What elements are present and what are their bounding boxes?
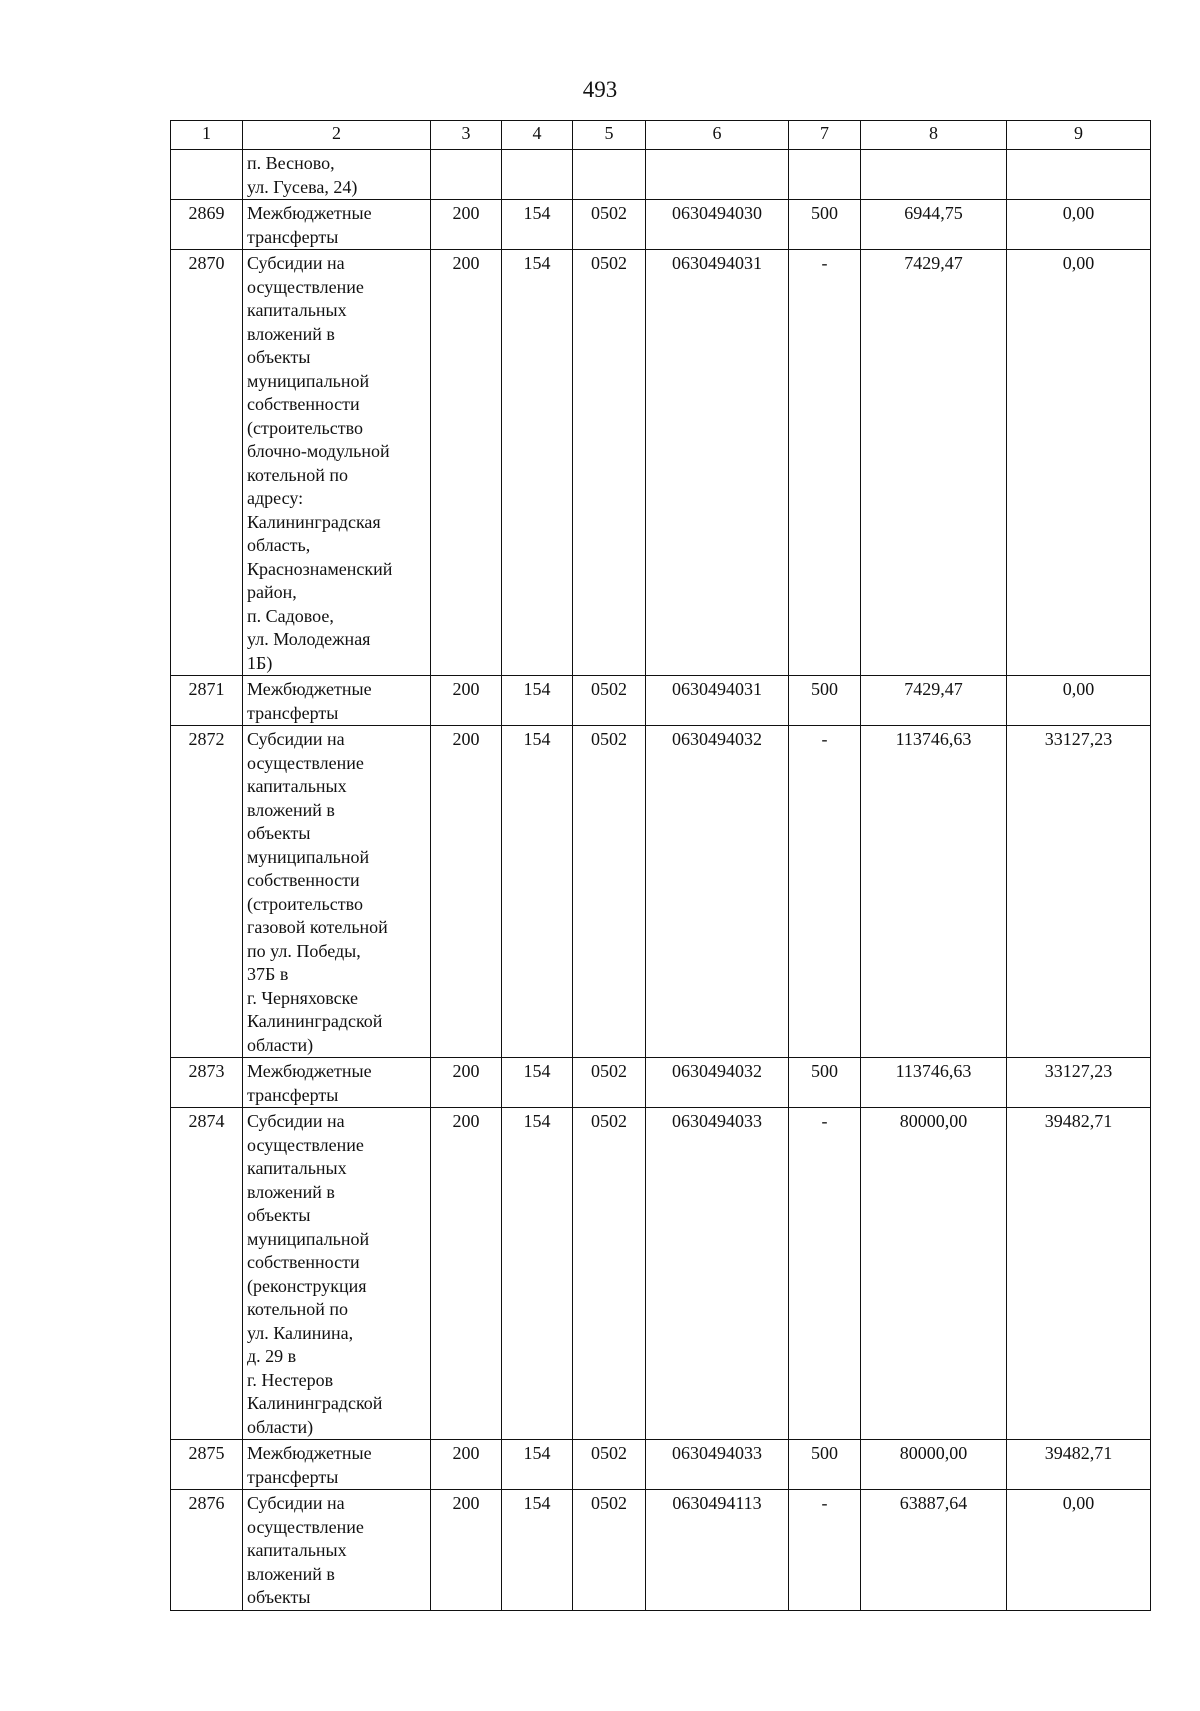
section-code-cell: 0502 xyxy=(573,726,646,1058)
item-name-line: муниципальной xyxy=(247,846,370,867)
amount-cell-8: 7429,47 xyxy=(861,250,1007,676)
item-name-line: объекты xyxy=(247,1587,311,1607)
item-name-line: объекты xyxy=(247,347,311,367)
item-name-line: п. Садовое, xyxy=(247,605,334,626)
row-number-cell xyxy=(171,150,243,200)
ministry-code-cell: 200 xyxy=(431,250,502,676)
target-article-cell: 0630494031 xyxy=(646,676,789,726)
section-code-cell: 0502 xyxy=(573,250,646,676)
amount-cell-8: 7429,47 xyxy=(861,676,1007,726)
item-name-cell xyxy=(243,1058,431,1108)
section-code-cell: 0502 xyxy=(573,1108,646,1440)
item-name-line: по ул. Победы, xyxy=(247,940,361,961)
item-name-line: вложений в xyxy=(247,1181,335,1202)
item-name-line: осуществление xyxy=(247,1516,364,1537)
expense-type-cell: - xyxy=(789,1490,861,1611)
item-name-line: адресу: xyxy=(247,488,304,508)
expense-type-cell: 500 xyxy=(789,200,861,250)
column-header-8: 8 xyxy=(861,121,1007,150)
column-header-2: 2 xyxy=(243,121,431,150)
item-name-cell xyxy=(243,250,431,676)
item-name-line: Субсидии на xyxy=(247,1111,345,1131)
ministry-code-cell: 200 xyxy=(431,200,502,250)
target-article-cell: 0630494032 xyxy=(646,1058,789,1108)
row-number-cell: 2871 xyxy=(171,676,243,726)
item-name-line: объекты xyxy=(247,823,311,843)
item-name-line: трансферты xyxy=(247,1084,339,1105)
item-name-line: (строительство xyxy=(247,417,363,438)
expense-type-cell: - xyxy=(789,726,861,1058)
amount-cell-9: 0,00 xyxy=(1007,250,1151,676)
item-name-line: д. 29 в xyxy=(247,1346,297,1366)
row-number-cell: 2873 xyxy=(171,1058,243,1108)
ministry-code-cell: 200 xyxy=(431,1108,502,1440)
table-row xyxy=(171,150,1151,200)
item-name-line: Межбюджетные xyxy=(247,203,372,223)
row-number-cell: 2869 xyxy=(171,200,243,250)
item-name-line: (реконструкция xyxy=(247,1275,367,1296)
amount-cell-8: 6944,75 xyxy=(861,200,1007,250)
row-number-cell: 2875 xyxy=(171,1440,243,1490)
item-name-cell xyxy=(243,1440,431,1490)
table-row xyxy=(171,200,1151,250)
ministry-code-cell: 200 xyxy=(431,676,502,726)
item-name-line: трансферты xyxy=(247,702,339,723)
table-row xyxy=(171,676,1151,726)
ministry-code-cell: 200 xyxy=(431,1058,502,1108)
item-name-line: вложений в xyxy=(247,799,335,820)
item-name-line: объекты xyxy=(247,1205,311,1225)
amount-cell-8: 80000,00 xyxy=(861,1440,1007,1490)
row-number-cell: 2876 xyxy=(171,1490,243,1611)
budget-table xyxy=(170,120,1151,1611)
item-name-line: газовой котельной xyxy=(247,917,388,937)
column-header-9: 9 xyxy=(1007,121,1151,150)
ministry-code-cell: 200 xyxy=(431,726,502,1058)
ministry-code-cell xyxy=(431,150,502,200)
chapter-code-cell: 154 xyxy=(502,1108,573,1440)
section-code-cell: 0502 xyxy=(573,1440,646,1490)
column-header-1: 1 xyxy=(171,121,243,150)
expense-type-cell: - xyxy=(789,1108,861,1440)
item-name-line: г. Черняховске xyxy=(247,987,358,1008)
expense-type-cell xyxy=(789,150,861,200)
item-name-cell xyxy=(243,726,431,1058)
column-header-3: 3 xyxy=(431,121,502,150)
table-row xyxy=(171,726,1151,1058)
chapter-code-cell xyxy=(502,150,573,200)
amount-cell-9 xyxy=(1007,150,1151,200)
column-header-7: 7 xyxy=(789,121,861,150)
column-header-4: 4 xyxy=(502,121,573,150)
item-name-line: блочно-модульной xyxy=(247,441,390,461)
table-row xyxy=(171,250,1151,676)
section-code-cell: 0502 xyxy=(573,1058,646,1108)
item-name-line: Калининградской xyxy=(247,1011,383,1031)
amount-cell-8: 80000,00 xyxy=(861,1108,1007,1440)
expense-type-cell: - xyxy=(789,250,861,676)
header-row xyxy=(171,121,1151,150)
item-name-line: собственности xyxy=(247,1252,360,1272)
item-name-line: осуществление xyxy=(247,752,364,773)
item-name-line: Субсидии на xyxy=(247,729,345,749)
item-name-line: Субсидии на xyxy=(247,253,345,273)
item-name-line: Калининградской xyxy=(247,1393,383,1413)
amount-cell-9: 0,00 xyxy=(1007,1490,1151,1611)
item-name-line: вложений в xyxy=(247,323,335,344)
expense-type-cell: 500 xyxy=(789,1058,861,1108)
row-number-cell: 2870 xyxy=(171,250,243,676)
table-row xyxy=(171,1490,1151,1611)
item-name-line: собственности xyxy=(247,870,360,890)
item-name-line: Межбюджетные xyxy=(247,1061,372,1081)
table-body xyxy=(171,150,1151,1611)
page-number: 493 xyxy=(582,77,618,102)
chapter-code-cell: 154 xyxy=(502,250,573,676)
item-name-cell xyxy=(243,200,431,250)
item-name-line: трансферты xyxy=(247,1466,339,1487)
item-name-line: осуществление xyxy=(247,276,364,297)
amount-cell-9: 39482,71 xyxy=(1007,1440,1151,1490)
target-article-cell: 0630494031 xyxy=(646,250,789,676)
target-article-cell: 0630494032 xyxy=(646,726,789,1058)
ministry-code-cell: 200 xyxy=(431,1440,502,1490)
row-number-cell: 2874 xyxy=(171,1108,243,1440)
item-name-line: Межбюджетные xyxy=(247,679,372,699)
item-name-line: капитальных xyxy=(247,1540,347,1560)
section-code-cell xyxy=(573,150,646,200)
item-name-line: трансферты xyxy=(247,226,339,247)
item-name-line: капитальных xyxy=(247,300,347,320)
item-name-line: осуществление xyxy=(247,1134,364,1155)
item-name-line: п. Весново, xyxy=(247,153,335,173)
column-header-6: 6 xyxy=(646,121,789,150)
expense-type-cell: 500 xyxy=(789,1440,861,1490)
item-name-line: капитальных xyxy=(247,776,347,796)
chapter-code-cell: 154 xyxy=(502,200,573,250)
amount-cell-8: 113746,63 xyxy=(861,726,1007,1058)
column-header-5: 5 xyxy=(573,121,646,150)
amount-cell-8: 63887,64 xyxy=(861,1490,1007,1611)
row-number-cell: 2872 xyxy=(171,726,243,1058)
item-name-line: 37Б в xyxy=(247,964,289,984)
table-row xyxy=(171,1440,1151,1490)
item-name-line: котельной по xyxy=(247,1299,349,1319)
item-name-line: муниципальной xyxy=(247,1228,370,1249)
item-name-line: Межбюджетные xyxy=(247,1443,372,1463)
ministry-code-cell: 200 xyxy=(431,1490,502,1611)
item-name-cell xyxy=(243,1490,431,1611)
item-name-line: собственности xyxy=(247,394,360,414)
item-name-line: район, xyxy=(247,582,297,602)
chapter-code-cell: 154 xyxy=(502,726,573,1058)
chapter-code-cell: 154 xyxy=(502,1058,573,1108)
item-name-line: ул. Молодежная xyxy=(247,629,371,649)
item-name-cell xyxy=(243,150,431,200)
item-name-line: (строительство xyxy=(247,893,363,914)
item-name-line: г. Нестеров xyxy=(247,1369,334,1390)
item-name-cell xyxy=(243,1108,431,1440)
section-code-cell: 0502 xyxy=(573,1490,646,1611)
amount-cell-9: 0,00 xyxy=(1007,200,1151,250)
item-name-line: Субсидии на xyxy=(247,1493,345,1513)
target-article-cell: 0630494113 xyxy=(646,1490,789,1611)
amount-cell-8 xyxy=(861,150,1007,200)
chapter-code-cell: 154 xyxy=(502,676,573,726)
amount-cell-9: 33127,23 xyxy=(1007,726,1151,1058)
section-code-cell: 0502 xyxy=(573,676,646,726)
section-code-cell: 0502 xyxy=(573,200,646,250)
expense-type-cell: 500 xyxy=(789,676,861,726)
target-article-cell: 0630494033 xyxy=(646,1440,789,1490)
item-name-line: вложений в xyxy=(247,1563,335,1584)
item-name-line: котельной по xyxy=(247,464,349,485)
amount-cell-9: 33127,23 xyxy=(1007,1058,1151,1108)
target-article-cell: 0630494030 xyxy=(646,200,789,250)
item-name-line: ул. Гусева, 24) xyxy=(247,176,358,197)
item-name-line: муниципальной xyxy=(247,370,370,391)
item-name-line: капитальных xyxy=(247,1158,347,1178)
amount-cell-8: 113746,63 xyxy=(861,1058,1007,1108)
item-name-line: область, xyxy=(247,535,311,555)
target-article-cell: 0630494033 xyxy=(646,1108,789,1440)
item-name-line: Калининградская xyxy=(247,511,381,532)
item-name-line: Краснознаменский xyxy=(247,558,393,579)
table-row xyxy=(171,1108,1151,1440)
chapter-code-cell: 154 xyxy=(502,1490,573,1611)
amount-cell-9: 0,00 xyxy=(1007,676,1151,726)
item-name-line: ул. Калинина, xyxy=(247,1322,354,1343)
item-name-line: 1Б) xyxy=(247,652,273,673)
target-article-cell xyxy=(646,150,789,200)
item-name-line: области) xyxy=(247,1034,314,1055)
item-name-cell xyxy=(243,676,431,726)
item-name-line: области) xyxy=(247,1416,314,1437)
amount-cell-9: 39482,71 xyxy=(1007,1108,1151,1440)
chapter-code-cell: 154 xyxy=(502,1440,573,1490)
table-row xyxy=(171,1058,1151,1108)
